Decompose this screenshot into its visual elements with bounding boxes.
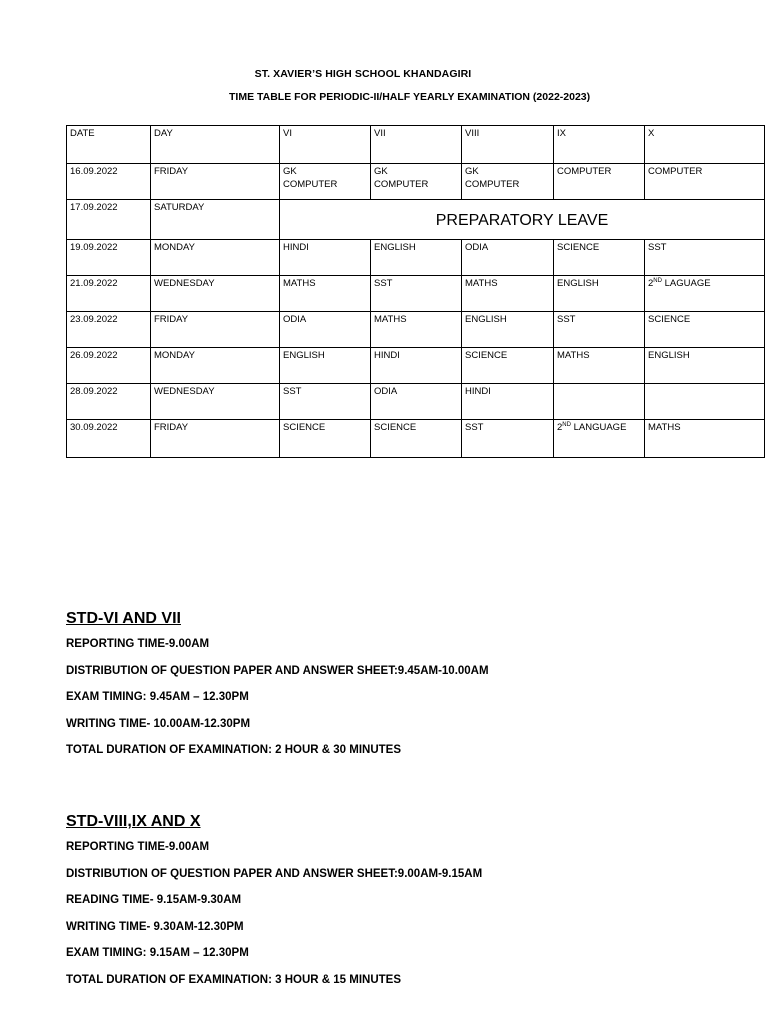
cell-day: FRIDAY	[151, 312, 280, 348]
cell-date: 17.09.2022	[67, 200, 151, 240]
table-row	[67, 276, 765, 312]
column-header-day: DAY	[151, 126, 280, 164]
exam-timing: EXAM TIMING: 9.15AM – 12.30PM	[66, 947, 249, 959]
distribution-time: DISTRIBUTION OF QUESTION PAPER AND ANSWER SHEET:9.45AM-10.00AM	[66, 664, 489, 677]
cell-viii: HINDI	[462, 384, 554, 420]
ordinal-suffix: ND	[653, 277, 662, 284]
ordinal-number: 2	[557, 422, 563, 433]
cell-x: COMPUTER	[645, 164, 765, 200]
cell-vi	[280, 164, 371, 200]
column-header-viii: VIII	[462, 126, 554, 164]
cell-line: GK	[283, 166, 297, 177]
cell-day: MONDAY	[151, 348, 280, 384]
subject-text: LANGUAGE	[570, 422, 627, 433]
column-header-x: X	[645, 126, 765, 164]
reading-time: READING TIME- 9.15AM-9.30AM	[66, 894, 242, 906]
cell-viii: MATHS	[462, 276, 554, 312]
cell-vi: SST	[280, 384, 371, 420]
table-row	[67, 200, 765, 240]
cell-line: GK	[374, 166, 388, 177]
cell-date: 26.09.2022	[67, 348, 151, 384]
timetable	[66, 125, 765, 458]
cell-line: COMPUTER	[465, 179, 520, 190]
writing-time: WRITING TIME- 9.30AM-12.30PM	[66, 920, 244, 933]
cell-x	[645, 276, 765, 312]
cell-day: SATURDAY	[151, 200, 280, 240]
table-header-row	[67, 126, 765, 164]
column-header-ix: IX	[554, 126, 645, 164]
section-std-viii-x	[66, 812, 482, 993]
cell-viii: SST	[462, 420, 554, 458]
cell-vii: SST	[371, 276, 462, 312]
cell-x: ENGLISH	[645, 348, 765, 384]
writing-time: WRITING TIME- 10.00AM-12.30PM	[66, 717, 251, 730]
reporting-time: REPORTING TIME-9.00AM	[66, 638, 210, 650]
cell-vii: ODIA	[371, 384, 462, 420]
column-header-date: DATE	[67, 126, 151, 164]
cell-x: MATHS	[645, 420, 765, 458]
subject-text: LAGUAGE	[661, 278, 711, 289]
reporting-time: REPORTING TIME-9.00AM	[66, 841, 210, 853]
cell-vi: MATHS	[280, 276, 371, 312]
cell-ix: COMPUTER	[554, 164, 645, 200]
table-row	[67, 312, 765, 348]
ordinal-number: 2	[648, 278, 654, 289]
cell-ix: ENGLISH	[554, 276, 645, 312]
cell-day: WEDNESDAY	[151, 276, 280, 312]
cell-day: WEDNESDAY	[151, 384, 280, 420]
column-header-vi: VI	[280, 126, 371, 164]
cell-viii	[462, 164, 554, 200]
table-row	[67, 164, 765, 200]
cell-ix: SST	[554, 312, 645, 348]
cell-ix	[554, 420, 645, 458]
table-row	[67, 384, 765, 420]
cell-viii: ENGLISH	[462, 312, 554, 348]
cell-day: FRIDAY	[151, 420, 280, 458]
cell-vii	[371, 164, 462, 200]
cell-x: SCIENCE	[645, 312, 765, 348]
cell-vii: SCIENCE	[371, 420, 462, 458]
cell-x: SST	[645, 240, 765, 276]
cell-ix	[554, 384, 645, 420]
ordinal-suffix: ND	[562, 421, 571, 428]
exam-timing: EXAM TIMING: 9.45AM – 12.30PM	[66, 691, 249, 703]
table-row	[67, 348, 765, 384]
cell-ix: SCIENCE	[554, 240, 645, 276]
cell-day: FRIDAY	[151, 164, 280, 200]
cell-date: 19.09.2022	[67, 240, 151, 276]
distribution-time: DISTRIBUTION OF QUESTION PAPER AND ANSWER SHEET:9.00AM-9.15AM	[66, 867, 483, 880]
exam-title: TIME TABLE FOR PERIODIC-II/HALF YEARLY EXAMINATION (2022-2023)	[229, 91, 591, 103]
cell-vi: SCIENCE	[280, 420, 371, 458]
cell-vii: HINDI	[371, 348, 462, 384]
cell-viii: ODIA	[462, 240, 554, 276]
cell-line: COMPUTER	[374, 179, 429, 190]
school-name: ST. XAVIER’S HIGH SCHOOL KHANDAGIRI	[254, 68, 472, 80]
column-header-vii: VII	[371, 126, 462, 164]
section-heading: STD-VIII,IX AND X	[66, 813, 201, 830]
cell-line: GK	[465, 166, 479, 177]
total-duration: TOTAL DURATION OF EXAMINATION: 2 HOUR & 30 MINUTES	[66, 744, 401, 756]
cell-day: MONDAY	[151, 240, 280, 276]
table-row	[67, 420, 765, 458]
total-duration: TOTAL DURATION OF EXAMINATION: 3 HOUR & 15 MINUTES	[66, 973, 401, 986]
section-std-vi-vii	[66, 609, 489, 764]
cell-viii: SCIENCE	[462, 348, 554, 384]
cell-line: COMPUTER	[283, 179, 338, 190]
cell-ix: MATHS	[554, 348, 645, 384]
cell-vi: HINDI	[280, 240, 371, 276]
cell-x	[645, 384, 765, 420]
cell-date: 23.09.2022	[67, 312, 151, 348]
cell-vi: ENGLISH	[280, 348, 371, 384]
cell-date: 16.09.2022	[67, 164, 151, 200]
section-heading: STD-VI AND VII	[66, 610, 181, 627]
cell-date: 28.09.2022	[67, 384, 151, 420]
cell-vii: MATHS	[371, 312, 462, 348]
cell-vii: ENGLISH	[371, 240, 462, 276]
cell-date: 21.09.2022	[67, 276, 151, 312]
table-row	[67, 240, 765, 276]
cell-vi: ODIA	[280, 312, 371, 348]
cell-date: 30.09.2022	[67, 420, 151, 458]
preparatory-leave-cell: PREPARATORY LEAVE	[280, 200, 765, 240]
